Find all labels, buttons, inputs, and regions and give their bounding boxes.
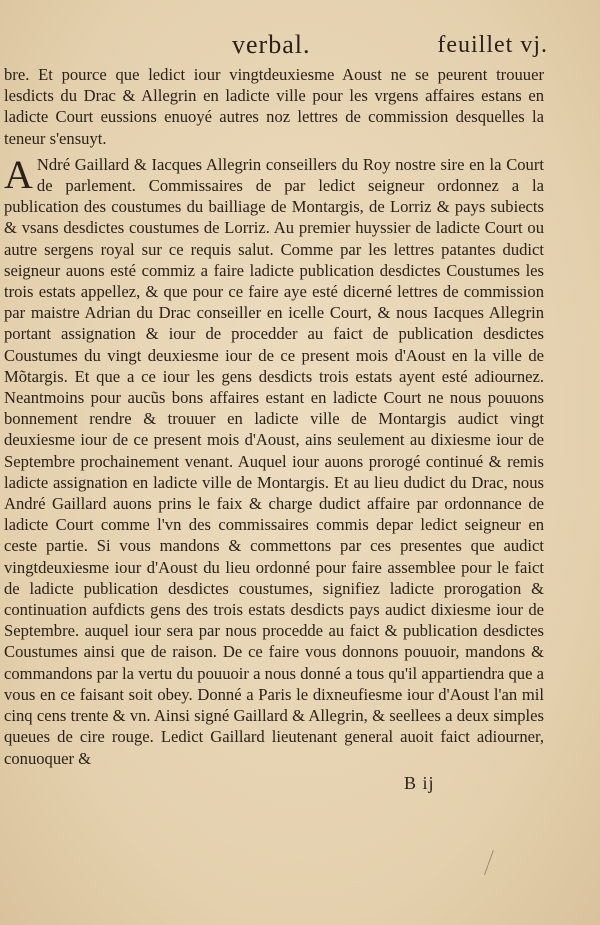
paragraph-text: Ndré Gaillard & Iacques Allegrin conseillers du Roy nostre sire en la Court de parlement. Commissaires de par ledict seigneur ordonnez a la publication des coustumes du bailliage de Montargis, de Lorriz & pays subiects & vsans desdictes coustumes de Lorriz. Au premier huyssier de ladicte Court ou autre sergens royal sur ce requis salut. Comme par les lettres patantes dudict seigneur auons esté commiz a faire ladicte publication desdictes Coustumes les trois estats appellez, & que pour ce faire aye esté dicerné lettres de commission par maistre Adrian du Drac conseiller en icelle Court, & nous Iacques Allegrin portant assignation & iour de procedder au faict de publication desdictes Coustumes du vingt deuxiesme iour de ce present mois d'Aoust en la ville de Mõtargis. Et que a ce iour les gens desdicts trois estats ayent esté adiournez. Neantmoins pour aucũs bons affaires estant en ladicte Court ne nous pouuons bonnement rendre & trouuer en ladicte ville de Montargis audict vingt deuxiesme iour de ce present mois d'Aoust, ains seulement au dixiesme iour de Septembre prochainement venant. Auquel iour auons prorogé continué & remis ladicte assignation en ladicte ville de Montargis. Et au lieu dudict du Drac, nous André Gaillard auons prins le faix & charge dudict affaire par ordonnance de ladicte Court comme l'vn des commissaires commis depar ledict seigneur en ceste partie. Si vous mandons & commettons par ces presentes que audict vingtdeuxiesme iour d'Aoust du lieu ordonné pour faire assemblee pour le faict de ladicte publication desdictes coustumes, signifiez ladicte prorogation & continuation aufdicts gens des trois estats desdicts pays audict dixiesme iour de Septembre. auquel iour sera par nous procedde au faict & publication desdictes Coustumes ainsi que de raison. De ce faire vous donnons pouuoir, mandons & commandons par la vertu du pouuoir a nous donné a tous qu'il appartiendra que a vous en ce faisant soit obey. Donné a Paris le dixneufiesme iour d'Aoust l'an mil cinq cens trente & vn. Ainsi signé Gaillard & Allegrin, & seellees a deux simples queues de cire rouge. Ledict Gaillard lieutenant general auoit faict adiourner, conuoquer & [4,154,544,768]
body-text [4,64,544,769]
drop-cap: A [4,151,33,197]
pencil-stroke [484,850,507,880]
paragraph-continuation: bre. Et pource que ledict iour vingtdeuxiesme Aoust ne se peurent trouuer lesdicts du Drac & Allegrin en ladicte ville pour les vrgens affaires estans en ladicte Court eussions enuoyé autres noz lettres de commission desquelles la teneur s'ensuyt. [4,65,544,148]
folio-number: feuillet vj. [437,32,548,58]
page-header [232,30,548,64]
paragraph-commission-letter [4,151,544,769]
signature-mark: B ij [404,773,435,793]
running-head: verbal. [232,30,311,59]
